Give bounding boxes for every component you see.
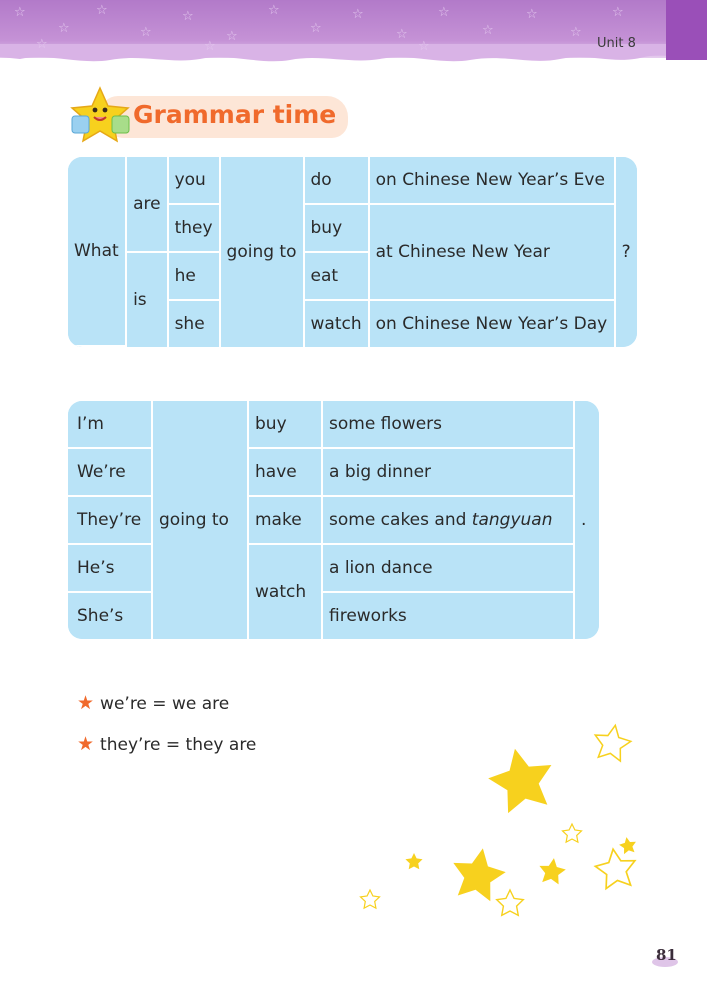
cell-subject: I’m bbox=[68, 401, 153, 449]
cell-object bbox=[323, 497, 575, 545]
object-italic-word: tangyuan bbox=[471, 510, 553, 530]
cell-is: is bbox=[127, 253, 169, 347]
section-title: Grammar time bbox=[133, 100, 337, 129]
cell-subject: He’s bbox=[68, 545, 153, 593]
star-mascot-icon bbox=[70, 86, 132, 144]
cell-pronoun: you bbox=[169, 157, 221, 205]
note-text: they’re = they are bbox=[100, 735, 257, 755]
question-table bbox=[68, 157, 637, 347]
cell-time: on Chinese New Year’s Eve bbox=[370, 157, 616, 205]
contraction-note bbox=[77, 692, 229, 714]
cell-pronoun: they bbox=[169, 205, 221, 253]
cell-object: fireworks bbox=[323, 593, 575, 639]
contraction-note bbox=[77, 733, 256, 755]
cell-going-to: going to bbox=[153, 401, 249, 639]
section-header bbox=[70, 86, 350, 148]
cell-subject: They’re bbox=[68, 497, 153, 545]
cell-pronoun: he bbox=[169, 253, 221, 301]
cell-verb: eat bbox=[305, 253, 370, 301]
cell-subject: She’s bbox=[68, 593, 153, 639]
cell-verb: have bbox=[249, 449, 323, 497]
cell-time: at Chinese New Year bbox=[370, 205, 616, 301]
cell-verb: watch bbox=[249, 545, 323, 639]
decorative-stars-icon bbox=[350, 720, 650, 920]
cell-object: some flowers bbox=[323, 401, 575, 449]
star-bullet-icon: ★ bbox=[77, 733, 95, 755]
unit-tab bbox=[666, 0, 707, 60]
cell-verb: buy bbox=[305, 205, 370, 253]
cell-verb: watch bbox=[305, 301, 370, 347]
cell-subject: We’re bbox=[68, 449, 153, 497]
star-bullet-icon: ★ bbox=[77, 692, 95, 714]
cell-full-stop: . bbox=[575, 401, 599, 639]
unit-label: Unit 8 bbox=[597, 36, 636, 51]
note-text: we’re = we are bbox=[100, 694, 230, 714]
cell-what: What bbox=[68, 157, 127, 347]
cell-verb: buy bbox=[249, 401, 323, 449]
page-number: 81 bbox=[656, 946, 677, 964]
cell-verb: make bbox=[249, 497, 323, 545]
cell-are: are bbox=[127, 157, 169, 253]
cell-going-to: going to bbox=[221, 157, 305, 347]
cell-pronoun: she bbox=[169, 301, 221, 347]
cell-verb: do bbox=[305, 157, 370, 205]
cell-object: a big dinner bbox=[323, 449, 575, 497]
cell-time: on Chinese New Year’s Day bbox=[370, 301, 616, 347]
cell-question-mark: ? bbox=[616, 157, 637, 347]
answer-table bbox=[68, 401, 599, 639]
object-text: some cakes and bbox=[329, 510, 467, 530]
cell-object: a lion dance bbox=[323, 545, 575, 593]
